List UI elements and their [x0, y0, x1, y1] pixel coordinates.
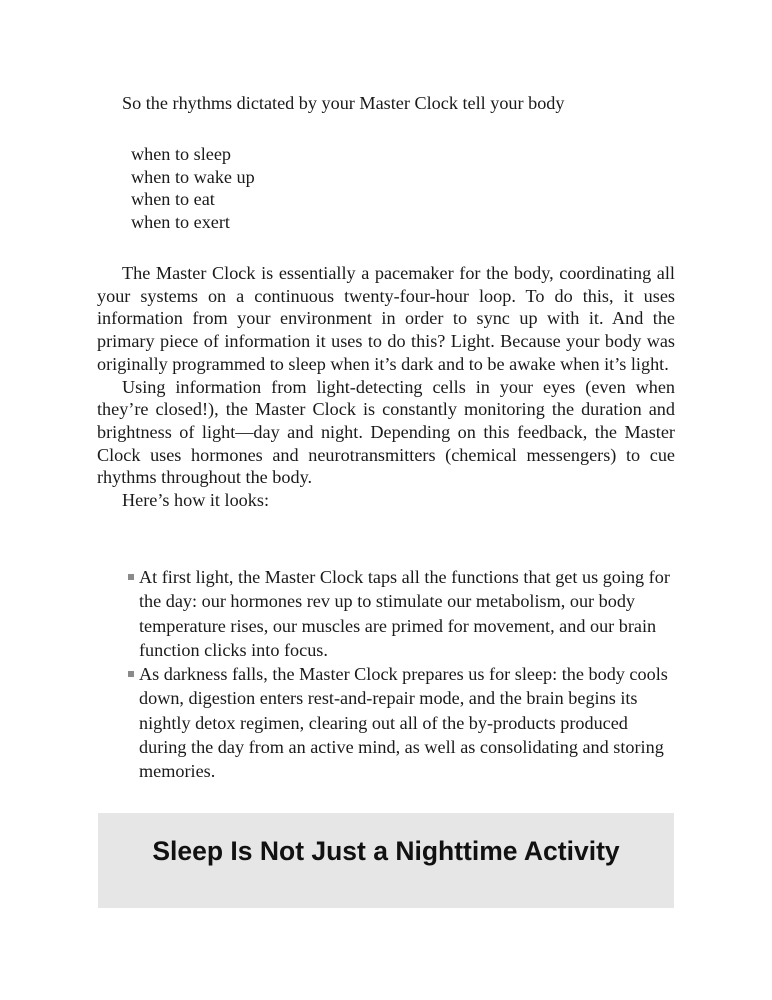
intro-sentence: So the rhythms dictated by your Master Clock tell your body — [122, 93, 565, 113]
bullet-item — [127, 565, 677, 662]
section-heading: Sleep Is Not Just a Nighttime Activity — [152, 836, 620, 867]
when-list-item: when to eat — [131, 189, 215, 210]
section-heading-banner — [98, 813, 674, 908]
bullet-text: At first light, the Master Clock taps all the functions that get us going for the day: our hormones rev up to stimulate our metabolism, our body temperature rises, our muscles are primed for movement, and our brain function clicks into focus. — [139, 567, 670, 660]
body-text — [97, 262, 675, 512]
bullet-item — [127, 662, 677, 783]
when-list-item: when to sleep — [131, 144, 232, 164]
bullet-list — [127, 565, 677, 784]
square-bullet-icon — [128, 671, 134, 677]
paragraph: The Master Clock is essentially a pacemaker for the body, coordinating all your systems on a continuous twenty-four-hour loop. To do this, it uses information from your environment in order to sync up with it. And the primary piece of information it uses to do this? Light. Because your body was originally programmed to sleep when it’s dark and to be awake when it’s light. — [97, 263, 675, 374]
when-list — [131, 143, 255, 234]
paragraph: Here’s how it looks: — [122, 490, 270, 511]
when-list-item: when to exert — [131, 212, 230, 233]
bullet-text: As darkness falls, the Master Clock prepares us for sleep: the body cools down, digestion enters rest-and-repair mode, and the brain begins its nightly detox regimen, clearing out all of the by-products produced during the day from an active mind, as well as consolidating and storing memories. — [139, 664, 668, 782]
paragraph: Using information from light-detecting cells in your eyes (even when they’re closed!), the Master Clock is constantly monitoring the duration and brightness of light—day and night. Depending on this feedback, the Master Clock uses hormones and neurotransmitters (chemical messengers) to cue rhythms throughout the body. — [97, 376, 675, 488]
square-bullet-icon — [128, 574, 134, 580]
when-list-item: when to wake up — [131, 166, 255, 187]
